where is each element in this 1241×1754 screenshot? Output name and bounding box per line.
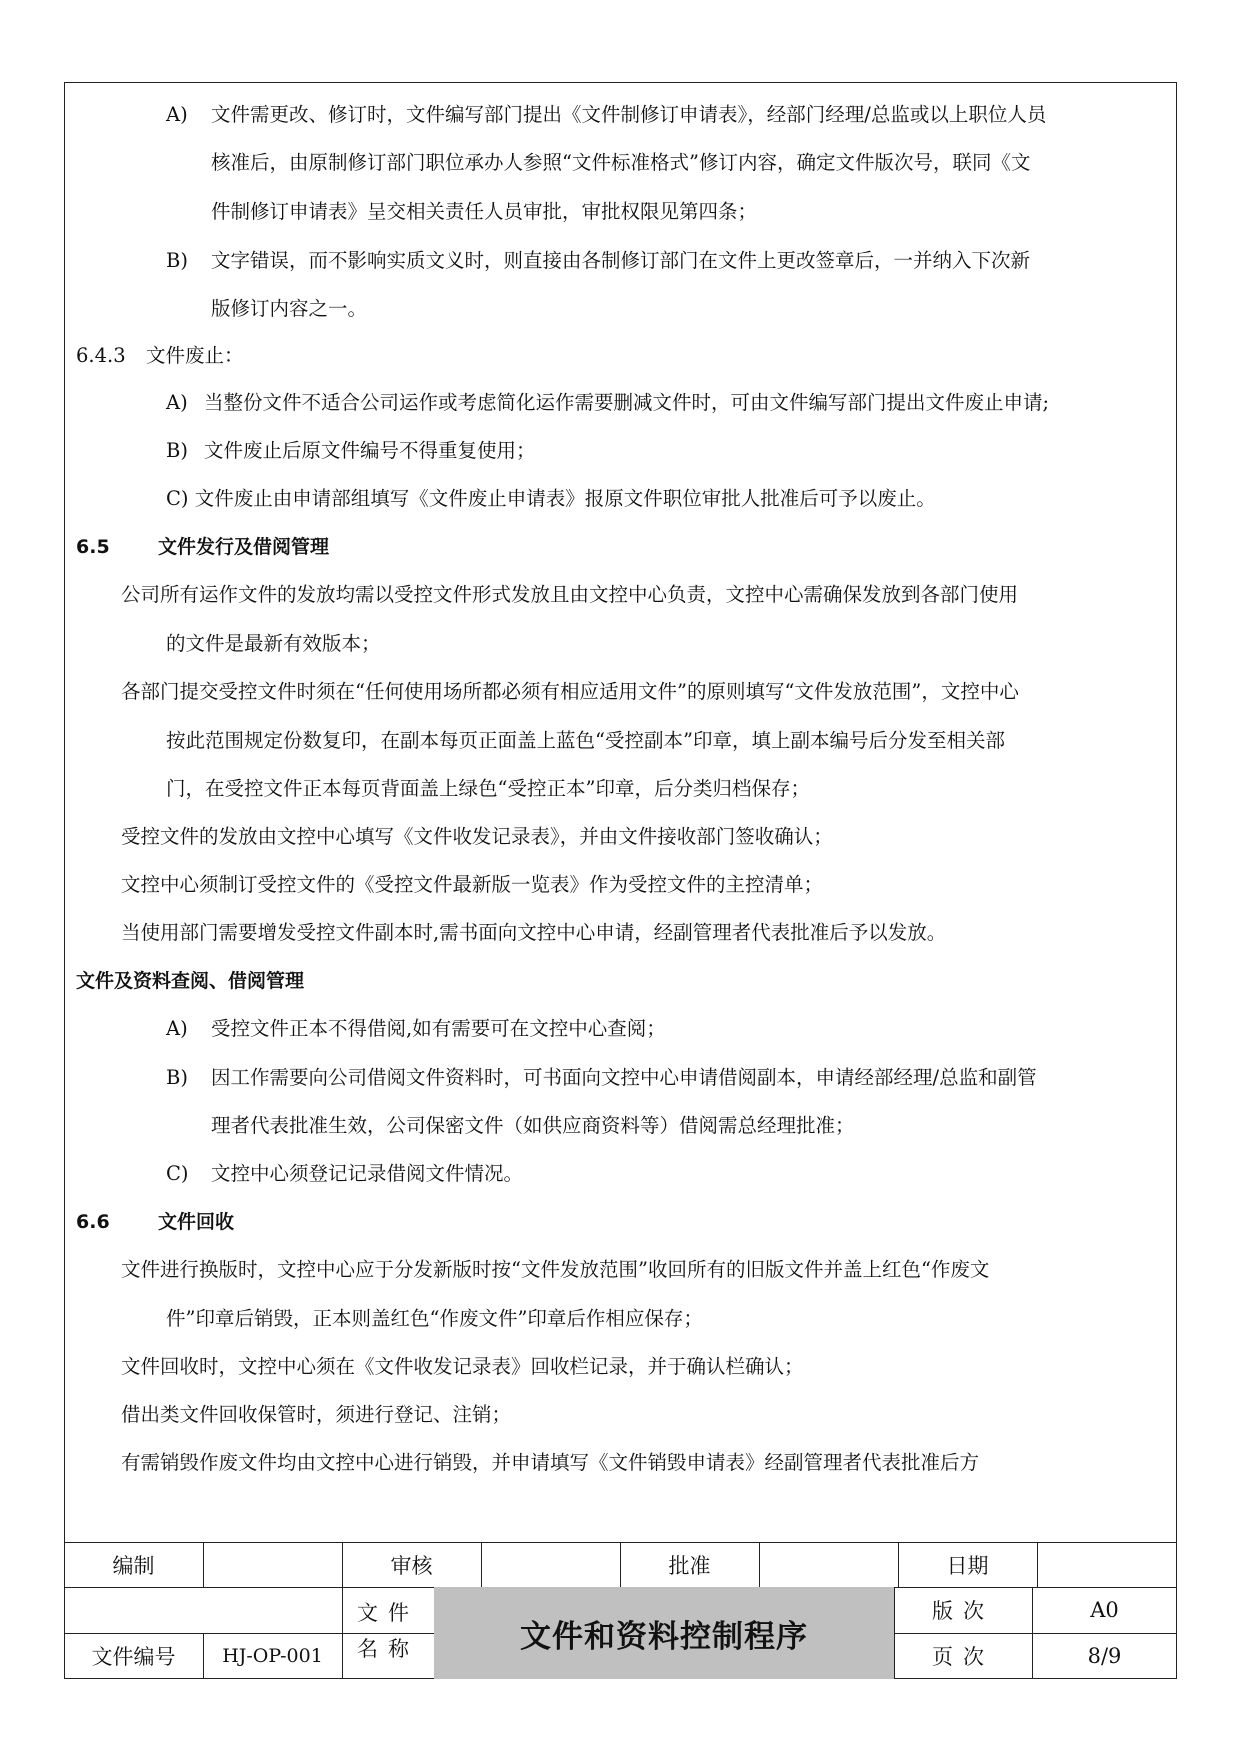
item-b-abolish (166, 437, 536, 465)
item-b-borrow (166, 1064, 1037, 1092)
page-label: 页次 (932, 1645, 994, 1669)
list-marker: A) (166, 103, 188, 126)
borrow-heading: 文件及资料查阅、借阅管理 (76, 970, 305, 992)
section-title: 文件发行及借阅管理 (158, 536, 330, 558)
section-number: 6.6 (76, 1211, 110, 1233)
paragraph-line: 文控中心须制订受控文件的《受控文件最新版一览表》作为受控文件的主控清单； (121, 873, 824, 896)
list-marker: C) (166, 1162, 189, 1185)
item-a-abolish (166, 389, 1049, 417)
paragraph-line: 借出类文件回收保管时，须进行登记、注销； (121, 1403, 512, 1426)
paragraph-line: 理者代表批准生效，公司保密文件（如供应商资料等）借阅需总经理批准； (211, 1114, 855, 1137)
compile-label: 编制 (112, 1553, 155, 1578)
paragraph-line: 件”印章后销毁，正本则盖红色“作废文件”印章后作相应保存； (166, 1307, 703, 1330)
paragraph-line: 按此范围规定份数复印，在副本每页正面盖上蓝色“受控副本”印章，填上副本编号后分发至相关部 (166, 729, 1005, 752)
document-title: 文件和资料控制程序 (434, 1587, 894, 1679)
list-marker: B) (166, 249, 188, 272)
item-a-revision (166, 101, 1046, 129)
paragraph-text: 文件废止后原文件编号不得重复使用； (204, 439, 536, 462)
item-a-borrow (166, 1015, 666, 1043)
paragraph-line: 的文件是最新有效版本； (166, 632, 381, 655)
document-body (64, 82, 1177, 1542)
paragraph-line: 文件进行换版时，文控中心应于分发新版时按“文件发放范围”收回所有的旧版文件并盖上红色“作废文 (121, 1258, 990, 1281)
doc-name-label-line1: 文件 (357, 1601, 419, 1625)
paragraph-line: 有需销毁作废文件均由文控中心进行销毁，并申请填写《文件销毁申请表》经副管理者代表批准后方 (121, 1451, 980, 1474)
list-marker: B) (166, 1066, 188, 1089)
section-6-6-heading (76, 1208, 234, 1236)
paragraph-line: 件制修订申请表》呈交相关责任人员审批，审批权限见第四条； (211, 200, 758, 223)
approve-label: 批准 (668, 1553, 711, 1578)
item-c-borrow (166, 1160, 523, 1188)
paragraph-text: 因工作需要向公司借阅文件资料时，可书面向文控中心申请借阅副本，申请经部经理/总监和副管 (211, 1066, 1037, 1089)
paragraph-line: 版修订内容之一。 (211, 297, 368, 320)
section-title: 文件废止： (146, 344, 244, 367)
paragraph-text: 当整份文件不适合公司运作或考虑简化运作需要删减文件时，可由文件编写部门提出文件废止申请; (204, 391, 1050, 414)
paragraph-text: 受控文件正本不得借阅,如有需要可在文控中心查阅； (211, 1017, 666, 1040)
list-marker: A) (166, 1017, 188, 1040)
section-number: 6.5 (76, 536, 110, 558)
section-6-4-3 (76, 342, 244, 370)
section-title: 文件回收 (158, 1211, 235, 1233)
paragraph-text: 文件需更改、修订时，文件编写部门提出《文件制修订申请表》，经部门经理/总监或以上职位人员 (211, 103, 1047, 126)
item-b-typo (166, 247, 1030, 275)
paragraph-line: 公司所有运作文件的发放均需以受控文件形式发放且由文控中心负责，文控中心需确保发放到各部门使用 (121, 583, 1019, 606)
paragraph-text: 文控中心须登记记录借阅文件情况。 (211, 1162, 524, 1185)
paragraph-line: 各部门提交受控文件时须在“任何使用场所都必须有相应适用文件”的原则填写“文件发放范围”，文控中心 (121, 680, 1019, 703)
version-label: 版次 (932, 1599, 994, 1623)
list-marker: B) (166, 439, 188, 462)
paragraph-line: 当使用部门需要增发受控文件副本时,需书面向文控中心申请，经副管理者代表批准后予以发放。 (121, 921, 947, 944)
review-label: 审核 (390, 1553, 433, 1578)
paragraph-line: 文件回收时，文控中心须在《文件收发记录表》回收栏记录，并于确认栏确认； (121, 1355, 804, 1378)
list-marker: A) (166, 391, 188, 414)
version-value: A0 (1090, 1598, 1119, 1622)
document-footer-table (64, 1542, 1177, 1679)
section-number: 6.4.3 (76, 344, 126, 367)
doc-name-label-line2: 名称 (357, 1637, 419, 1661)
date-label: 日期 (946, 1553, 989, 1578)
doc-number-value: HJ-OP-001 (222, 1645, 323, 1667)
item-c-abolish: C) 文件废止由申请部组填写《文件废止申请表》报原文件职位审批人批准后可予以废止。 (166, 487, 936, 510)
paragraph-line: 核准后，由原制修订部门职位承办人参照“文件标准格式”修订内容，确定文件版次号，联同《文 (211, 151, 1031, 174)
paragraph-text: 文字错误，而不影响实质文义时，则直接由各制修订部门在文件上更改签章后，一并纳入下次新 (211, 249, 1031, 272)
page-value: 8/9 (1087, 1644, 1122, 1668)
doc-number-label: 文件编号 (91, 1645, 176, 1669)
paragraph-line: 受控文件的发放由文控中心填写《文件收发记录表》，并由文件接收部门签收确认； (121, 825, 833, 848)
paragraph-line: 门，在受控文件正本每页背面盖上绿色“受控正本”印章，后分类归档保存； (166, 777, 810, 800)
section-6-5-heading (76, 533, 329, 561)
